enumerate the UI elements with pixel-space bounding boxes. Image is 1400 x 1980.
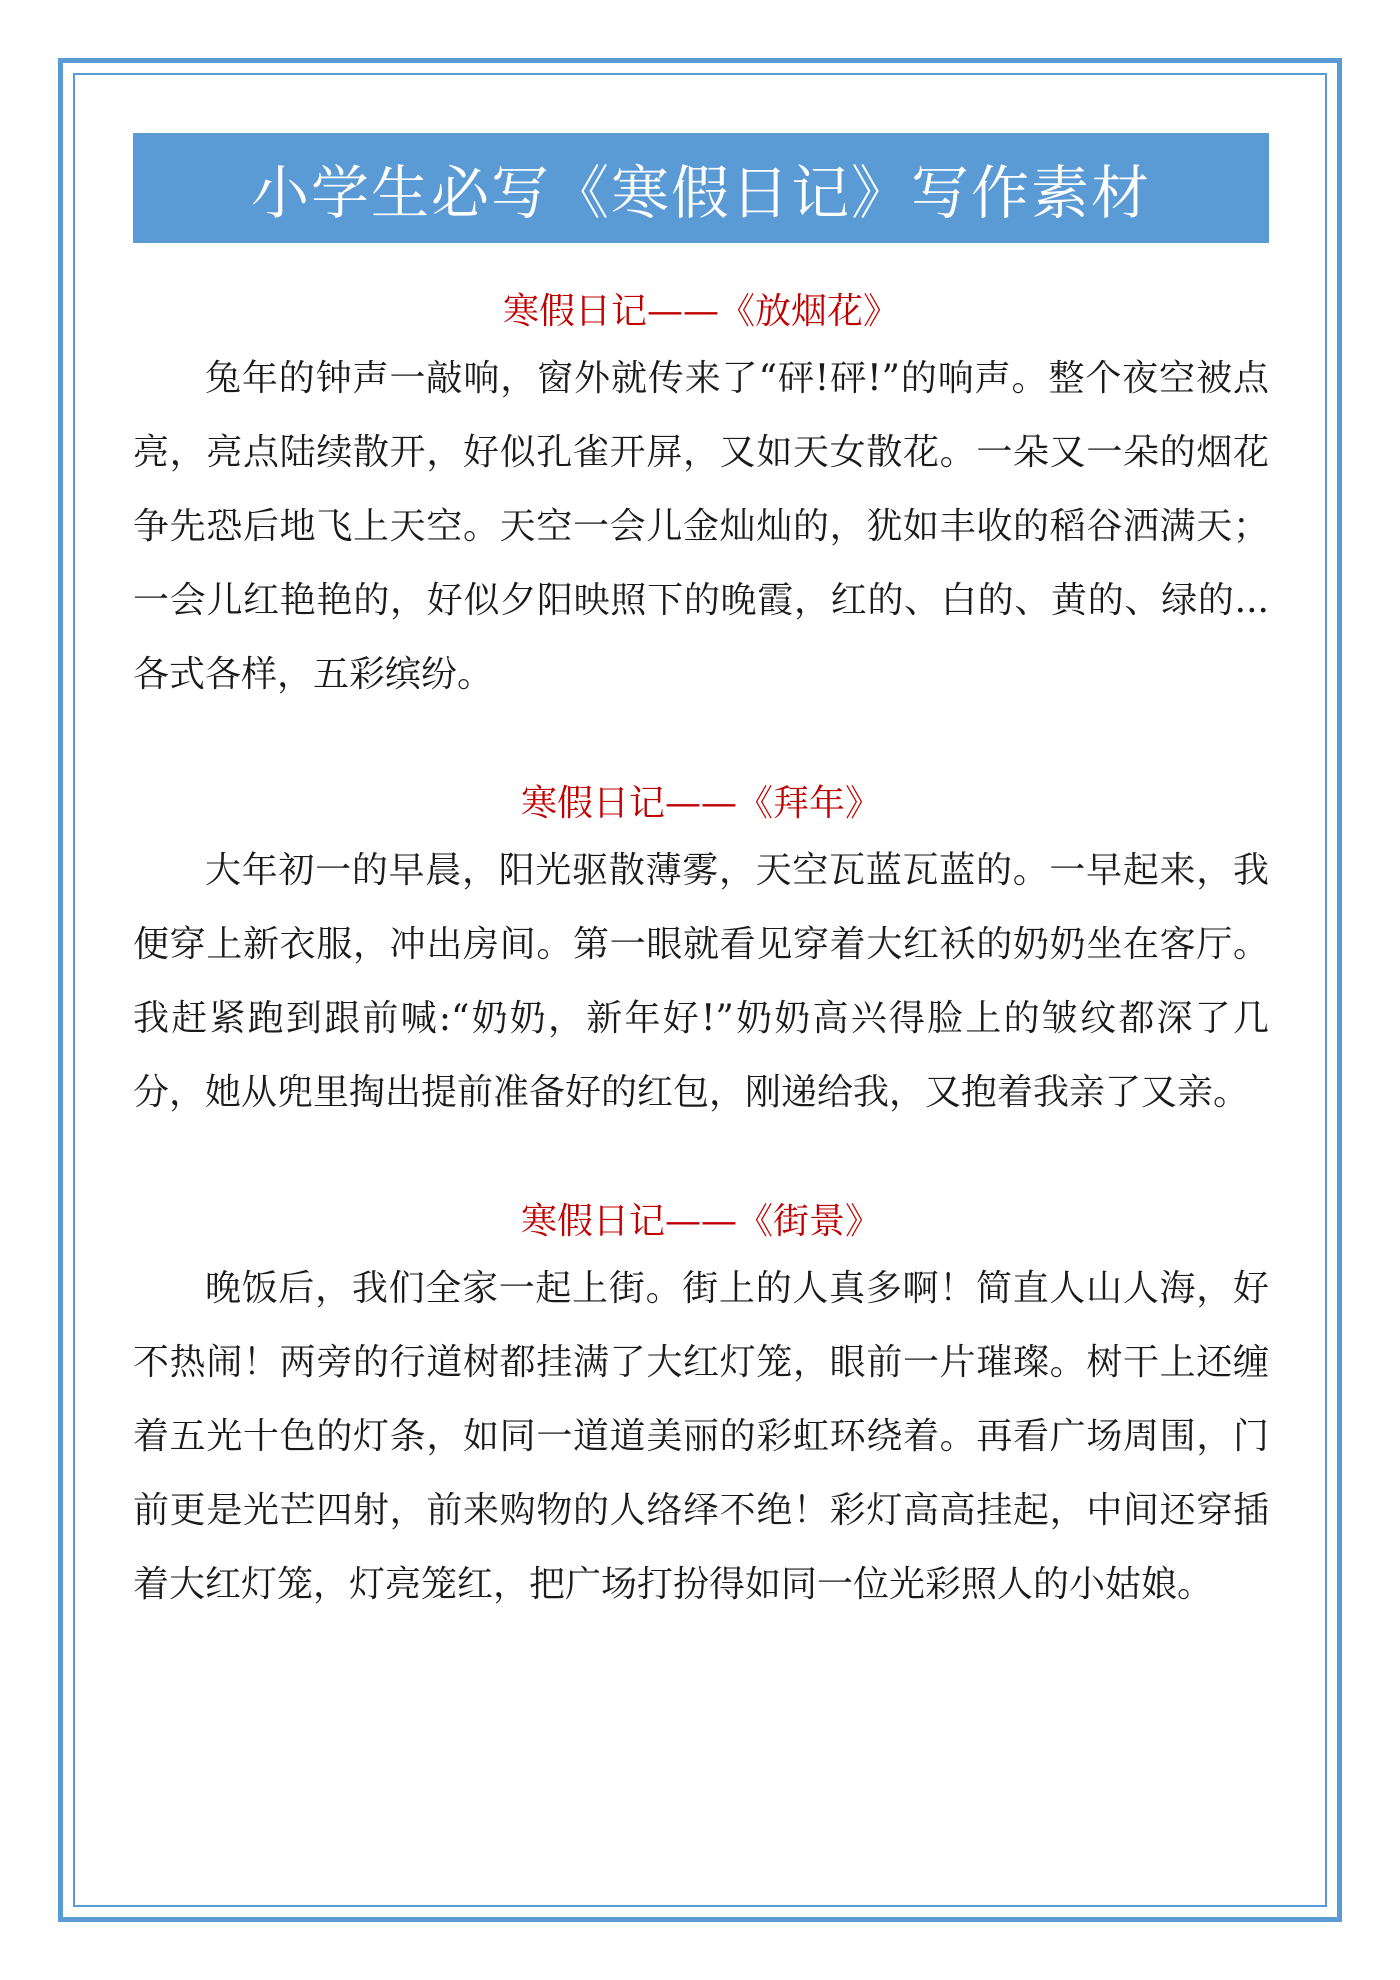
section-body: 大年初一的早晨，阳光驱散薄雾，天空瓦蓝瓦蓝的。一早起来，我便穿上新衣服，冲出房间。第一眼就看见穿着大红袄的奶奶坐在客厅。我赶紧跑到跟前喊:“奶奶，新年好!”奶奶高兴得脸上的皱纹都深了几分，她从兜里掏出提前准备好的红包，刚递给我，又抱着我亲了又亲。 — [133, 850, 1269, 1113]
section-spacer — [133, 1130, 1269, 1192]
section-body: 晚饭后，我们全家一起上街。街上的人真多啊！简直人山人海，好不热闹！两旁的行道树都挂满了大红灯笼，眼前一片璀璨。树干上还缠着五光十色的灯条，如同一道道美丽的彩虹环绕着。再看广场周围，门前更是光芒四射，前来购物的人络绎不绝！彩灯高高挂起，中间还穿插着大红灯笼，灯亮笼红，把广场打扮得如同一位光彩照人的小姑娘。 — [133, 1268, 1269, 1605]
section-heading: 寒假日记——《放烟花》 — [502, 291, 899, 332]
title-banner — [133, 133, 1269, 243]
article-content — [133, 282, 1269, 1622]
diary-section-new-year-greeting — [133, 774, 1269, 1130]
section-body: 兔年的钟声一敲响，窗外就传来了“砰!砰!”的响声。整个夜空被点亮，亮点陆续散开，好似孔雀开屏，又如天女散花。一朵又一朵的烟花争先恐后地飞上天空。天空一会儿金灿灿的，犹如丰收的稻谷洒满天；一会儿红艳艳的，好似夕阳映照下的晚霞，红的、白的、黄的、绿的...各式各样，五彩缤纷。 — [133, 358, 1269, 695]
page-title: 小学生必写《寒假日记》写作素材 — [250, 159, 1151, 227]
section-heading: 寒假日记——《拜年》 — [520, 783, 881, 824]
section-heading: 寒假日记——《街景》 — [520, 1201, 881, 1242]
diary-section-fireworks — [133, 282, 1269, 712]
section-spacer — [133, 712, 1269, 774]
diary-section-street-view — [133, 1192, 1269, 1622]
